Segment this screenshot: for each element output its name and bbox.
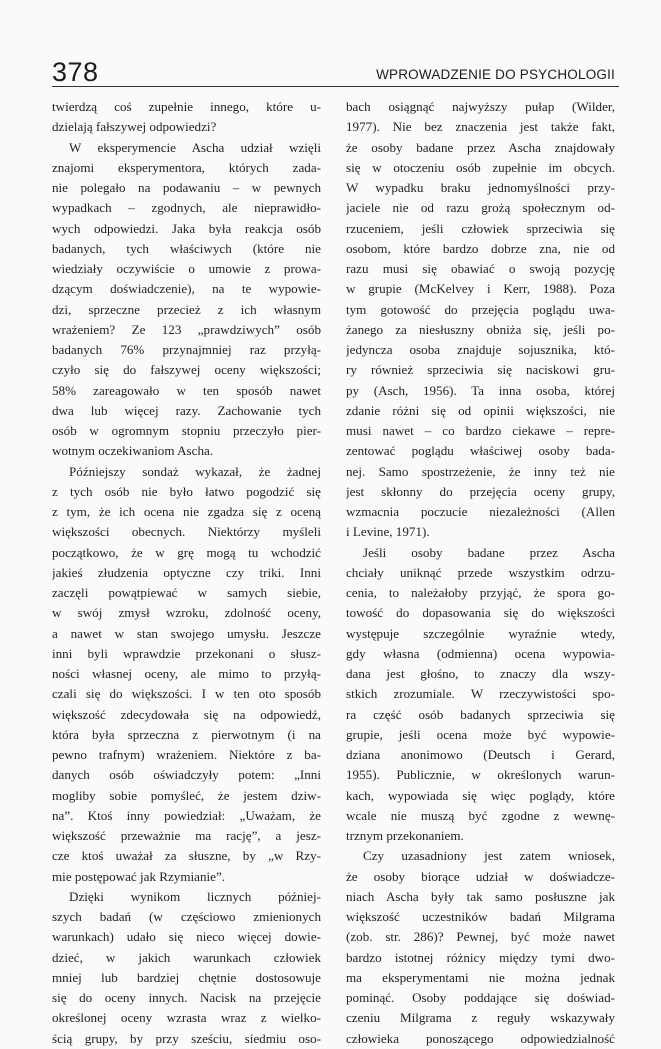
running-head: WPROWADZENIE DO PSYCHOLOGII bbox=[376, 67, 615, 82]
text-line: badanych 76% przynajmniej raz przyłą- bbox=[52, 342, 321, 357]
text-line: mie postępować jak Rzymianie”. bbox=[52, 868, 226, 884]
text-line: pominąć. Osoby poddające się doświad- bbox=[346, 990, 615, 1005]
text-line: wiedziały oczywiście o umowie z prowa- bbox=[52, 261, 321, 276]
text-line: większości obecnych. Niektórzy myśleli bbox=[52, 524, 321, 540]
text-line: pewno trafnym) wrażeniem. Niektóre z ba- bbox=[52, 747, 321, 762]
text-line: czeniu Milgrama z reguły wskazywały bbox=[346, 1010, 615, 1026]
text-line: twierdzą coś zupełnie innego, które u- bbox=[52, 99, 321, 114]
text-line: gdy własna (odmienna) ocena wypowia- bbox=[346, 645, 615, 661]
text-line: rzuceniem, jeśli człowiek sprzeciwia się bbox=[346, 220, 615, 236]
text-line: 1955). Publicznie, w określonych warun- bbox=[346, 767, 615, 783]
text-line: czali się do większości. I w ten oto sposób bbox=[52, 686, 321, 702]
text-line: trznym przekonaniem. bbox=[346, 828, 464, 843]
text-line: żanego za niesłuszny obniża się, jeśli po- bbox=[346, 321, 615, 337]
text-line: znajomi eksperymentora, których zada- bbox=[52, 159, 321, 175]
text-line: jedyncza osoba znajduje sojusznika, któ- bbox=[346, 342, 615, 357]
text-line: danych osób oświadczyły potem: „Inni bbox=[52, 767, 321, 783]
text-line: chciały uniknąć przede wszystkim odrzu- bbox=[346, 564, 615, 580]
text-line: tym gotowość do przejęcia poglądu uwa- bbox=[346, 301, 615, 317]
text-line: dzielają fałszywej odpowiedzi? bbox=[52, 119, 217, 135]
text-line: wcale nie muszą być zgodne z wewnę- bbox=[346, 807, 615, 823]
text-line: się do oceny innych. Nacisk na przejęcie bbox=[52, 990, 321, 1005]
text-line: stkich zrozumiale. W rzeczywistości spo- bbox=[346, 686, 615, 702]
text-line: niach Ascha były tak samo posłuszne jak bbox=[346, 888, 615, 904]
text-line: Dzięki wynikom licznych później- bbox=[69, 888, 321, 904]
text-line: wrażeniem? Ze 123 „prawdziwych” osób bbox=[52, 321, 321, 337]
text-line: 1977). Nie bez znaczenia jest także fakt, bbox=[346, 119, 615, 135]
text-line: ścią grupy, by przy sześciu, siedmiu oso- bbox=[52, 1030, 321, 1046]
text-line: razu musi się obawiać o swoją pozycję bbox=[346, 261, 615, 276]
text-line: wych odpowiedzi. Jaka była reakcja osób bbox=[52, 220, 321, 236]
text-line: ma eksperymentami nie można jednak bbox=[346, 969, 615, 985]
text-line: ry również sprzeciwia się naciskowi gru- bbox=[346, 362, 615, 378]
text-line: w swój zmysł wzroku, zdolność oceny, bbox=[52, 605, 321, 621]
text-line: osób w ogromnym stopniu przeczyło pier- bbox=[52, 423, 321, 438]
text-line: wotnym oczekiwaniom Ascha. bbox=[52, 443, 214, 459]
text-line: bardzo istotnej różnicy między tymi dwo- bbox=[346, 949, 615, 965]
text-line: że osoby badane przez Ascha znajdowały bbox=[346, 139, 615, 155]
text-line: jest skłonny do przejęcia oceny grupy, bbox=[346, 483, 615, 499]
text-line: kach, wypowiada się więc poglądy, które bbox=[346, 787, 615, 803]
text-line: z tym, że ich ocena nie zgadza się z oceną bbox=[52, 504, 321, 519]
text-line: czyło się do fałszywej oceny większości; bbox=[52, 362, 321, 378]
text-line: się w otoczeniu osób zupełnie im obcych. bbox=[346, 159, 615, 175]
text-line: py (Asch, 1956). Ta inna osoba, której bbox=[346, 382, 615, 398]
text-line: z tych osób nie było łatwo pogodzić się bbox=[52, 483, 321, 499]
text-line: dzi, sprzeczne przecież z ich własnym bbox=[52, 301, 321, 317]
text-line: bach osiągnąć najwyższy pułap (Wilder, bbox=[346, 99, 615, 114]
text-line: zentować poglądu właściwej osoby bada- bbox=[346, 443, 615, 459]
text-line: osobom, które bardzo dobrze zna, nie od bbox=[346, 240, 615, 256]
text-line: i Levine, 1971). bbox=[346, 524, 430, 540]
header-rule bbox=[52, 86, 619, 87]
text-line: badanych, tych właściwych (które nie bbox=[52, 240, 321, 256]
text-line: jakieś złudzenia optyczne czy triki. Inni bbox=[52, 564, 321, 580]
page-number: 378 bbox=[52, 57, 99, 87]
text-line: wzmacnia poczucie niezależności (Allen bbox=[346, 504, 615, 519]
text-line: większość zdecydowała się na odpowiedź, bbox=[52, 706, 321, 722]
text-line: a nawet w stan swojego umysłu. Jeszcze bbox=[52, 625, 321, 641]
text-line: szych badań (w częściowo zmienionych bbox=[52, 909, 321, 924]
text-line: nie polegało na podawaniu – w pewnych bbox=[52, 180, 321, 195]
text-line: człowieka ponoszącego odpowiedzialność bbox=[346, 1030, 615, 1046]
text-line: dzącym doświadczenie), na te wypowie- bbox=[52, 281, 321, 297]
text-line: dzieć, w jakich warunkach człowiek bbox=[52, 949, 321, 965]
left-column bbox=[52, 97, 321, 1049]
text-line: 58% zareagowało w ten sposób nawet bbox=[52, 382, 321, 398]
text-line: początkowo, że w grę mogą tu wchodzić bbox=[52, 544, 321, 560]
text-line: która była sprzeczna z pierwotnym (i na bbox=[52, 726, 321, 742]
text-line: inni byli wprawdzie przekonani o słusz- bbox=[52, 645, 321, 661]
text-line: grupie, jeśli ocena może być wypowie- bbox=[346, 726, 615, 742]
text-line: Późniejszy sondaż wykazał, że żadnej bbox=[69, 463, 321, 479]
text-line: ności własnej oceny, ale mimo to przyłą- bbox=[52, 666, 321, 681]
text-line: dana jest głośno, to znaczy dla wszy- bbox=[346, 666, 615, 681]
text-line: wypadkach – zgodnych, ale nieprawidło- bbox=[52, 200, 321, 216]
text-line: (zob. str. 286)? Pewnej, być może nawet bbox=[346, 929, 615, 945]
text-line: określonej oceny wzrasta wraz z wielko- bbox=[52, 1010, 321, 1026]
text-line: na”. Ktoś inny powiedział: „Uważam, że bbox=[52, 807, 321, 823]
text-line: w grupie (McKelvey i Kerr, 1988). Poza bbox=[346, 281, 615, 297]
text-line: warunkach) udało się nieco więcej dowie- bbox=[52, 929, 321, 945]
text-line: cenia, to należałoby przyjąć, że spora go- bbox=[346, 585, 615, 600]
text-line: mniej lub bardziej chętnie dostosowuje bbox=[52, 969, 321, 985]
right-column bbox=[346, 97, 615, 1049]
text-line: Czy uzasadniony jest zatem wniosek, bbox=[363, 848, 615, 864]
text-line: występuje szczególnie wyraźnie wtedy, bbox=[346, 625, 615, 641]
text-line: cze ktoś uważał za słuszne, by „w Rzy- bbox=[52, 848, 321, 864]
text-line: większość uczestników badań Milgrama bbox=[346, 909, 615, 924]
text-line: nej. Samo spostrzeżenie, że inny też nie bbox=[346, 463, 615, 479]
text-line: towość do dopasowania się do większości bbox=[346, 605, 615, 621]
text-line: ra część osób badanych sprzeciwia się bbox=[346, 706, 615, 722]
text-line: zaczęli powątpiewać w samych siebie, bbox=[52, 585, 321, 600]
text-line: Jeśli osoby badane przez Ascha bbox=[363, 544, 615, 560]
text-line: zdanie różni się od opinii większości, nie bbox=[346, 402, 615, 418]
text-line: W eksperymencie Ascha udział wzięli bbox=[69, 139, 321, 155]
text-line: większość przeważnie ma rację”, a jesz- bbox=[52, 828, 321, 843]
text-line: W wypadku braku jednomyślności przy- bbox=[346, 180, 615, 195]
text-line: że osoby biorące udział w doświadcze- bbox=[346, 868, 615, 884]
text-line: jaciele nie od razu grożą społecznym od- bbox=[346, 200, 615, 216]
text-line: dwa lub więcej razy. Zachowanie tych bbox=[52, 402, 321, 418]
text-line: musi nawet – co bardzo ciekawe – repre- bbox=[346, 423, 615, 438]
text-line: dziana anonimowo (Deutsch i Gerard, bbox=[346, 747, 615, 762]
text-line: mogliby sobie pomyśleć, że jestem dziw- bbox=[52, 787, 321, 803]
